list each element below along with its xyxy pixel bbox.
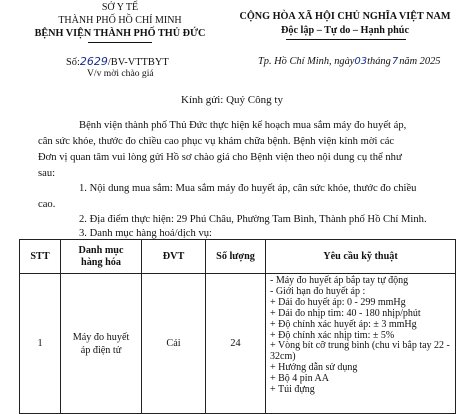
document-date	[258, 56, 440, 67]
header-quantity: Số lượng	[206, 240, 266, 274]
item-3: 3. Danh mục hàng hoá/dịch vụ:	[79, 228, 212, 239]
header-stt: STT	[20, 240, 61, 274]
requirement-line: + Độ chính xác nhịp tim: ± 5%	[270, 329, 395, 341]
header-right-divider	[286, 39, 406, 40]
date-prefix: Tp. Hồ Chí Minh, ngày	[258, 56, 355, 67]
goods-table	[19, 239, 456, 414]
requirement-line: + Bộ 4 pin AA	[270, 373, 329, 385]
nation-title: CỘNG HÒA XÃ HỘI CHỦ NGHĨA VIỆT NAM	[239, 11, 451, 22]
hospital-name: BỆNH VIỆN THÀNH PHỐ THỦ ĐỨC	[34, 28, 206, 39]
date-month-label: tháng	[367, 56, 391, 67]
requirement-line: + Độ chính xác huyết áp: ± 3 mmHg	[270, 318, 417, 330]
row-unit: Cái	[142, 274, 206, 414]
date-month-handwritten: 7	[391, 56, 399, 67]
ministry-label: SỞ Y TẾ	[101, 2, 139, 13]
row-stt: 1	[20, 274, 61, 414]
subject-line: V/v mời chào giá	[87, 68, 154, 79]
item-1-line-2: cao.	[38, 199, 56, 210]
row-quantity: 24	[206, 274, 266, 414]
item-1-line-1: 1. Nội dung mua sắm: Mua sắm máy đo huyết áp, cân sức khỏe, thước đo chiều	[79, 183, 417, 194]
header-category	[61, 240, 142, 274]
intro-line-2: cân sức khỏe, thước đo chiều cao phục vụ khám chữa bệnh. Bệnh viện kính mời các	[38, 136, 395, 147]
greeting: Kính gửi: Quý Công ty	[181, 94, 283, 106]
header-unit: ĐVT	[142, 240, 206, 274]
requirement-line: + Vòng bít cỡ trung bình (chu vi bắp tay 22 -	[270, 340, 450, 352]
requirement-line: + Hướng dẫn sử dụng	[270, 362, 358, 374]
table-row	[20, 274, 456, 414]
requirement-line: - Giới hạn đo huyết áp :	[270, 285, 366, 297]
intro-line-3: Đơn vị quan tâm vui lòng gửi Hồ sơ chào giá cho Bệnh viện theo nội dung cụ thể như	[38, 152, 402, 163]
date-day-handwritten: 03	[354, 56, 368, 67]
requirement-line: - Máy đo huyết áp bắp tay tự động	[270, 275, 409, 286]
city-label: THÀNH PHỐ HỒ CHÍ MINH	[58, 15, 182, 26]
row-item-name: Máy đo huyết áp điện tử	[61, 274, 142, 414]
header-requirements: Yêu cầu kỹ thuật	[266, 240, 456, 274]
date-year: năm 2025	[399, 56, 441, 67]
document-number	[66, 55, 169, 68]
document-number-handwritten: 2629	[79, 55, 108, 68]
row-requirements	[266, 274, 456, 414]
intro-line-1: Bệnh viện thành phố Thủ Đức thực hiện kế hoạch mua sắm máy đo huyết áp,	[79, 120, 407, 131]
document-number-suffix: /BV-VTTBYT	[107, 57, 169, 68]
requirement-line: + Dải đo huyết áp: 0 - 299 mmHg	[270, 296, 406, 308]
requirement-line: + Túi đựng	[270, 384, 315, 396]
intro-line-4: sau:	[38, 168, 56, 179]
item-2: 2. Địa điểm thực hiện: 29 Phú Châu, Phường Tam Bình, Thành phố Hồ Chí Minh.	[79, 214, 427, 225]
requirement-line: 32cm)	[270, 351, 296, 363]
requirement-line: + Dải đo nhịp tim: 40 - 180 nhịp/phút	[270, 307, 421, 319]
document-number-prefix: Số:	[66, 57, 80, 68]
header-category-line-2: hàng hóa	[81, 256, 121, 268]
table-header-row	[20, 240, 456, 274]
national-motto: Độc lập – Tự do – Hạnh phúc	[281, 25, 409, 36]
header-left-divider	[88, 42, 152, 43]
header-category-line-1: Danh mục	[78, 244, 124, 256]
